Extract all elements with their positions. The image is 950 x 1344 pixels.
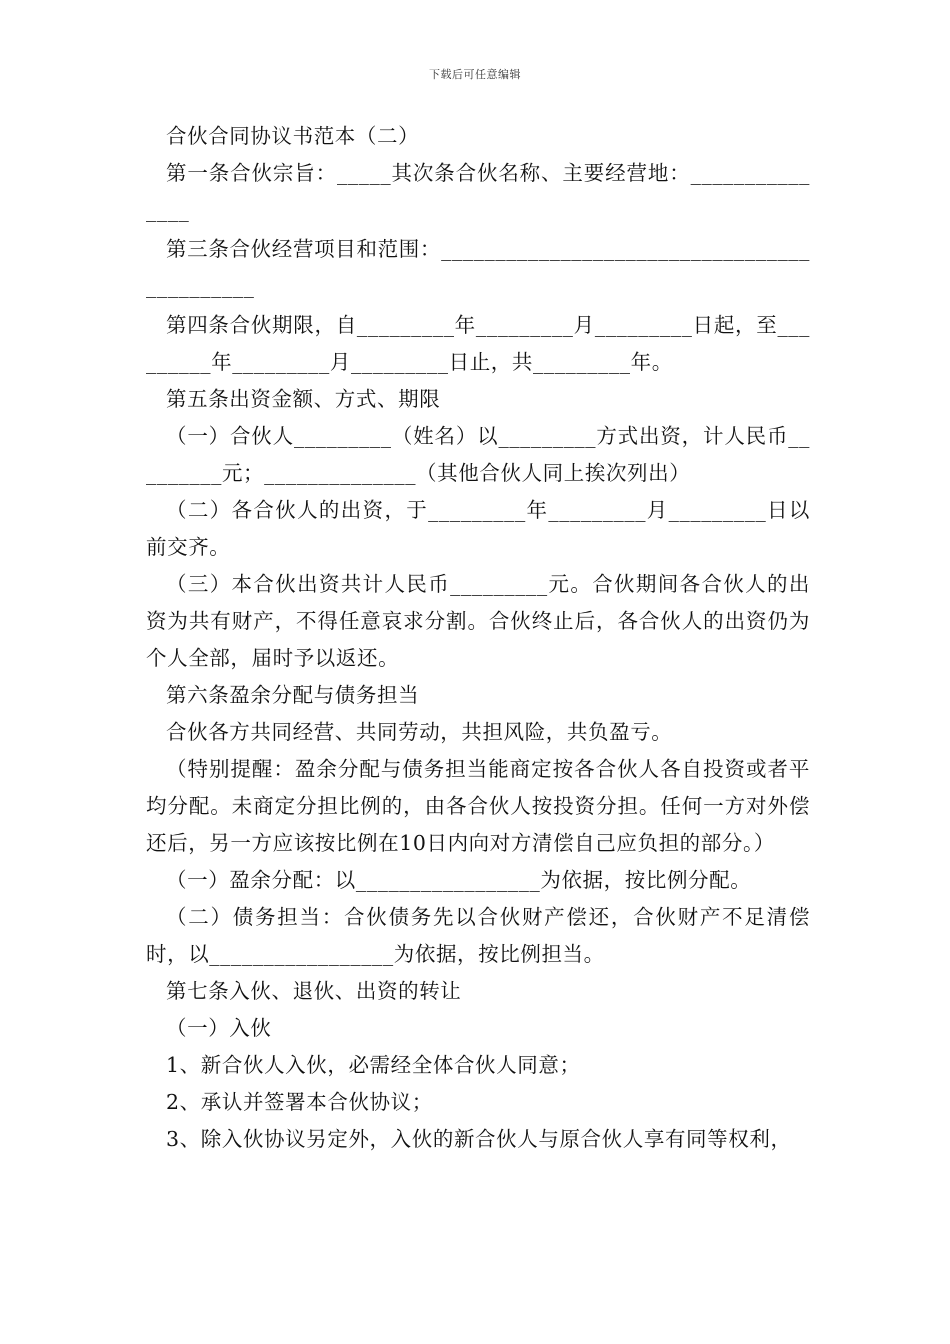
clause-6-note: （特别提醒：盈余分配与债务担当能商定按各合伙人各自投资或者平均分配。未商定分担比例的，由各合伙人按投资分担。任何一方对外偿还后，另一方应该按比例在10日内向对方清偿自己应负担的部分。）	[146, 757, 810, 855]
clause-3: 第三条合伙经营项目和范围：____________________________________________	[146, 237, 810, 298]
clause-5-heading: 第五条出资金额、方式、期限	[166, 387, 441, 411]
clause-6-heading: 第六条盈余分配与债务担当	[166, 683, 420, 707]
clause-6-item-2: （二）债务担当：合伙债务先以合伙财产偿还，合伙财产不足清偿时，以_________________为依据，按比例担当。	[146, 905, 810, 966]
clause-7-sub-3: 3、除入伙协议另定外，入伙的新合伙人与原合伙人享有同等权利，	[166, 1127, 792, 1151]
document-body	[146, 118, 810, 1158]
document-title: 合伙合同协议书范本（二）	[166, 124, 420, 148]
clause-5-item-1: （一）合伙人_________（姓名）以_________方式出资，计人民币_________元；______________（其他合伙人同上挨次列出）	[146, 424, 810, 485]
clause-5-item-3: （三）本合伙出资共计人民币_________元。合伙期间各合伙人的出资为共有财产，不得任意哀求分割。合伙终止后，各合伙人的出资仍为个人全部，届时予以返还。	[146, 572, 810, 670]
clause-6-item-1: （一）盈余分配：以_________________为依据，按比例分配。	[166, 868, 752, 892]
clause-1-2: 第一条合伙宗旨：_____其次条合伙名称、主要经营地：_______________	[146, 161, 810, 222]
clause-7-sub-2: 2、承认并签署本合伙协议；	[166, 1090, 433, 1114]
clause-7-sub-1: 1、新合伙人入伙，必需经全体合伙人同意；	[166, 1053, 581, 1077]
clause-7-item-1: （一）入伙	[166, 1016, 272, 1040]
clause-4: 第四条合伙期限，自_________年_________月_________日起，至_________年_________月_________日止，共_________年。	[146, 313, 810, 374]
clause-7-heading: 第七条入伙、退伙、出资的转让	[166, 979, 462, 1003]
page-header: 下载后可任意编辑	[429, 68, 521, 81]
clause-6-text: 合伙各方共同经营、共同劳动，共担风险，共负盈亏。	[166, 720, 673, 744]
clause-5-item-2: （二）各合伙人的出资，于_________年_________月_________日以前交齐。	[146, 498, 810, 559]
